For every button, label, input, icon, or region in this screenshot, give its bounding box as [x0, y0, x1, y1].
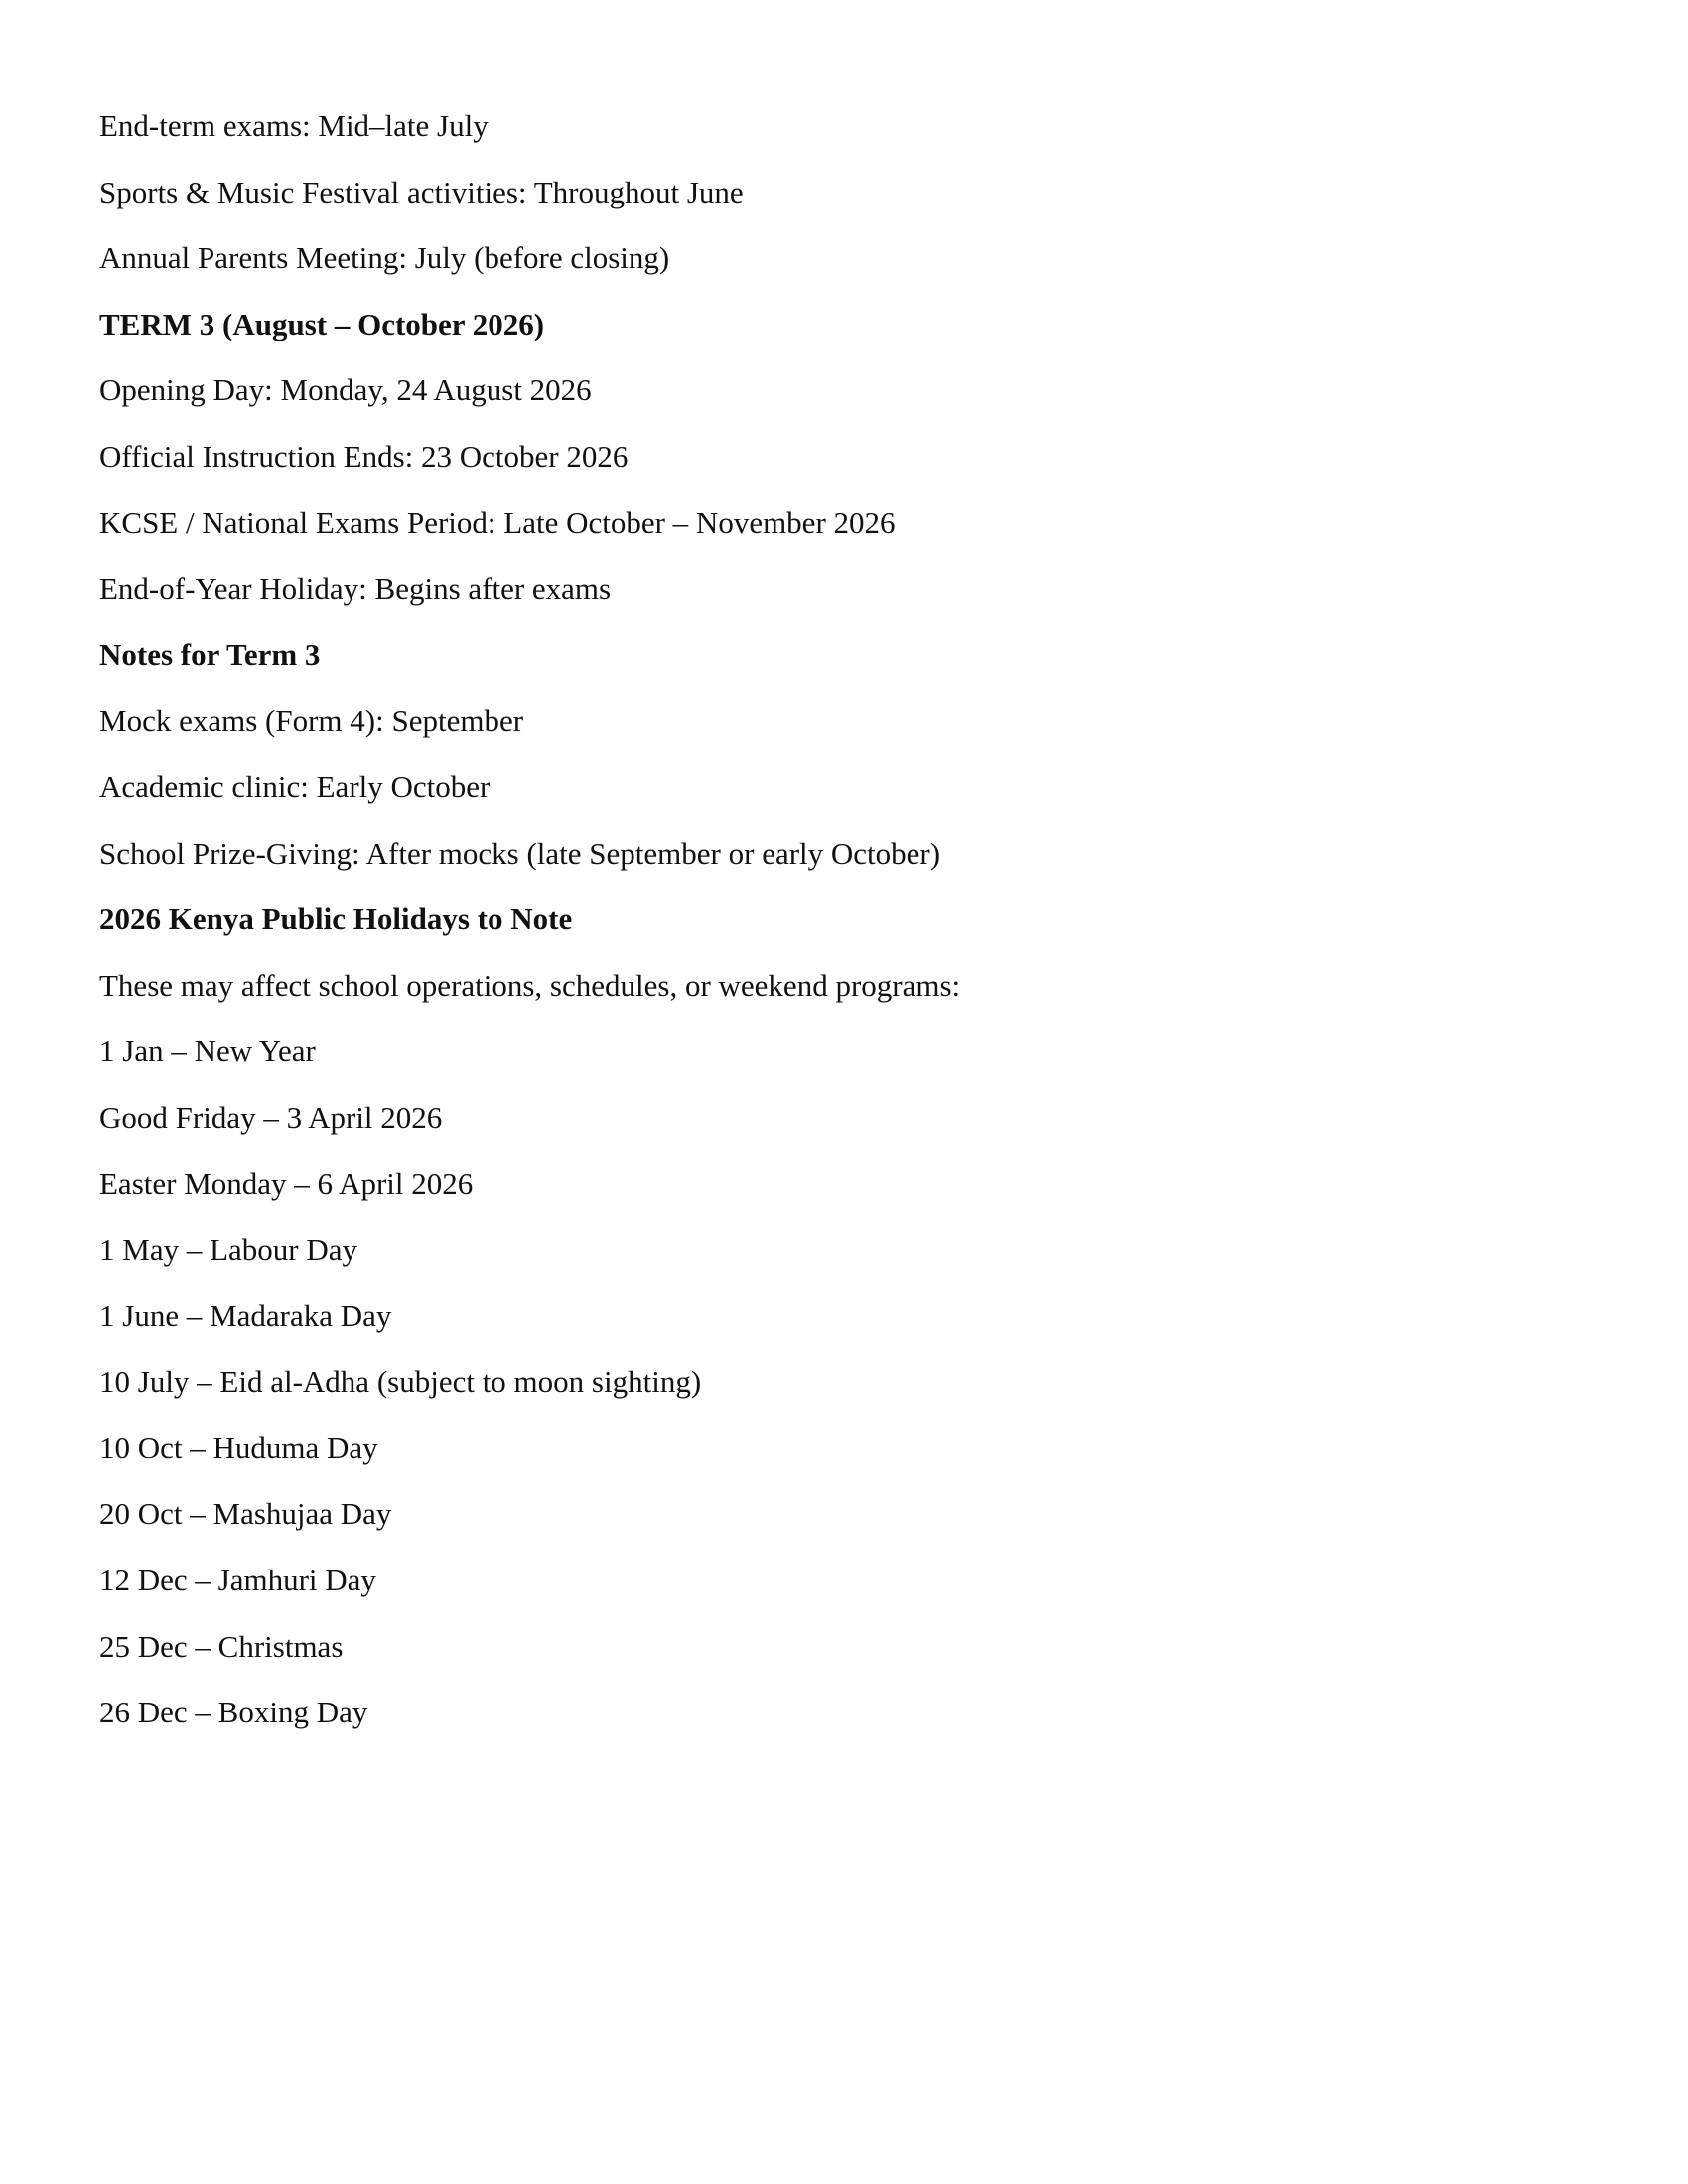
- holiday-item: 10 July – Eid al-Adha (subject to moon sighting): [99, 1364, 702, 1400]
- term3-heading: TERM 3 (August – October 2026): [99, 306, 545, 341]
- term2-sports-music-festival: Sports & Music Festival activities: Throughout June: [99, 174, 744, 209]
- holiday-item: 26 Dec – Boxing Day: [99, 1695, 368, 1730]
- holiday-item: 12 Dec – Jamhuri Day: [99, 1563, 376, 1598]
- term3-notes-heading: Notes for Term 3: [99, 636, 321, 672]
- public-holidays-heading: 2026 Kenya Public Holidays to Note: [99, 901, 573, 937]
- holiday-item: 20 Oct – Mashujaa Day: [99, 1496, 392, 1532]
- holiday-item: 1 Jan – New Year: [99, 1033, 316, 1069]
- term3-national-exams-period: KCSE / National Exams Period: Late October – November 2026: [99, 504, 896, 540]
- public-holidays-intro: These may affect school operations, schedules, or weekend programs:: [99, 967, 961, 1003]
- term3-academic-clinic: Academic clinic: Early October: [99, 768, 491, 804]
- term3-end-of-year-holiday: End-of-Year Holiday: Begins after exams: [99, 571, 612, 607]
- term2-end-term-exams: End-term exams: Mid–late July: [99, 108, 489, 143]
- term3-prize-giving: School Prize-Giving: After mocks (late September or early October): [99, 835, 941, 871]
- holiday-item: 25 Dec – Christmas: [99, 1628, 344, 1664]
- term3-opening-day: Opening Day: Monday, 24 August 2026: [99, 372, 592, 408]
- holiday-item: 1 May – Labour Day: [99, 1232, 357, 1268]
- term2-annual-parents-meeting: Annual Parents Meeting: July (before closing): [99, 240, 670, 276]
- document-body: [99, 93, 1589, 1746]
- holiday-item: 1 June – Madaraka Day: [99, 1297, 392, 1333]
- holiday-item: 10 Oct – Huduma Day: [99, 1430, 378, 1465]
- holiday-item: Easter Monday – 6 April 2026: [99, 1165, 474, 1201]
- term3-mock-exams: Mock exams (Form 4): September: [99, 703, 524, 739]
- term3-instruction-ends: Official Instruction Ends: 23 October 2026: [99, 438, 629, 474]
- holiday-item: Good Friday – 3 April 2026: [99, 1099, 443, 1135]
